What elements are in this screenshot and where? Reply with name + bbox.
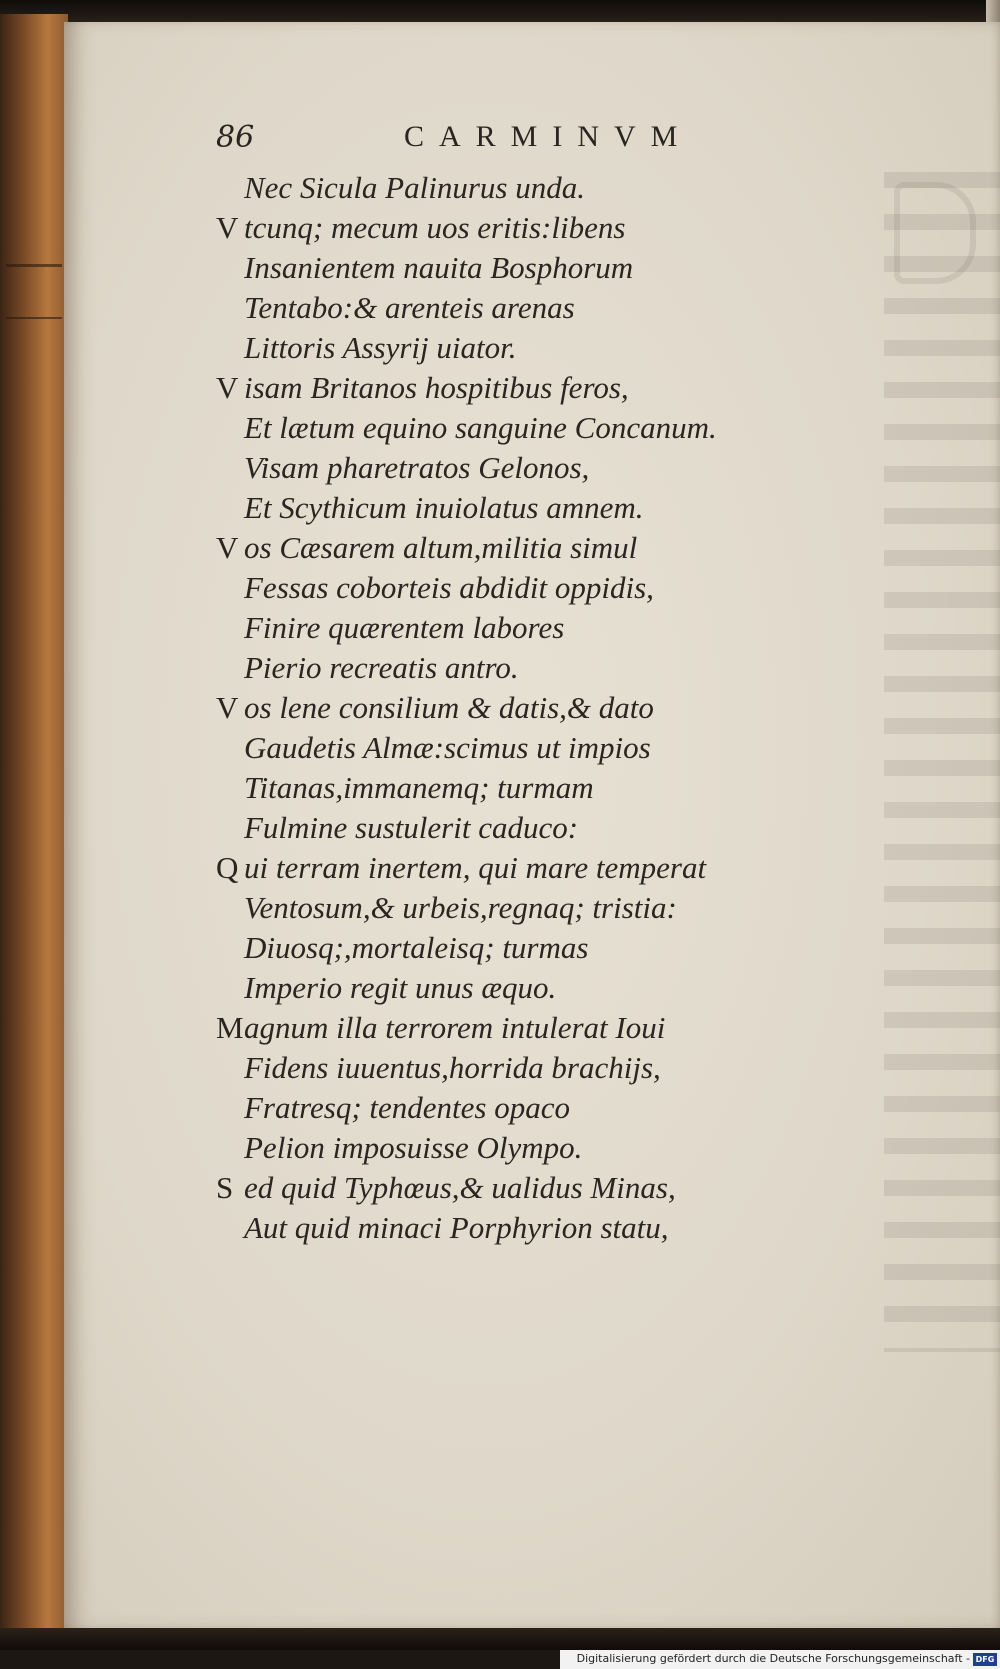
verse-line bbox=[64, 570, 1000, 610]
verse-text: Pelion imposuisse Olympo. bbox=[244, 1130, 583, 1165]
verse-line bbox=[64, 890, 1000, 930]
verse-line bbox=[64, 1210, 1000, 1250]
verse-text: os Cæsarem altum,militia simul bbox=[244, 530, 638, 565]
verse-text: Titanas,immanemq; turmam bbox=[244, 770, 594, 805]
verse-text: Nec Sicula Palinurus unda. bbox=[244, 170, 585, 205]
verse-text: Tentabo:& arenteis arenas bbox=[244, 290, 575, 325]
digitization-footer bbox=[560, 1650, 1000, 1669]
spine-mark bbox=[6, 264, 62, 319]
verse-line bbox=[64, 330, 1000, 370]
verse-text: ui terram inertem, qui mare temperat bbox=[244, 850, 707, 885]
digitization-credit: Digitalisierung gefördert durch die Deutsche Forschungsgemeinschaft - bbox=[576, 1652, 970, 1665]
verse-text: tcunq; mecum uos eritis:libens bbox=[244, 210, 626, 245]
verse-initial: V bbox=[216, 530, 239, 565]
verse-text: Fidens iuuentus,horrida brachijs, bbox=[244, 1050, 661, 1085]
verse-text: ed quid Typhœus,& ualidus Minas, bbox=[244, 1170, 676, 1205]
verse-line bbox=[64, 410, 1000, 450]
verse-text: Diuosq;,mortaleisq; turmas bbox=[244, 930, 589, 965]
verse-line bbox=[64, 170, 1000, 210]
verse-text: Aut quid minaci Porphyrion statu, bbox=[244, 1210, 669, 1245]
page-header bbox=[64, 120, 1000, 160]
verse-text: Imperio regit unus æquo. bbox=[244, 970, 557, 1005]
verse-line bbox=[64, 970, 1000, 1010]
verse-text: Et Scythicum inuiolatus amnem. bbox=[244, 490, 644, 525]
verse-initial: S bbox=[216, 1170, 234, 1205]
verse-text: Gaudetis Almæ:scimus ut impios bbox=[244, 730, 651, 765]
dfg-logo: DFG bbox=[973, 1653, 997, 1666]
verse-line bbox=[64, 1090, 1000, 1130]
verse-line bbox=[64, 850, 1000, 890]
verse-initial: M bbox=[216, 1010, 244, 1045]
verse-text: Littoris Assyrij uiator. bbox=[244, 330, 517, 365]
verse-initial: Q bbox=[216, 850, 239, 885]
verse-text: Pierio recreatis antro. bbox=[244, 650, 519, 685]
page-number: 86 bbox=[216, 120, 255, 155]
verse-text: agnum illa terrorem intulerat Ioui bbox=[244, 1010, 666, 1045]
verse-line bbox=[64, 530, 1000, 570]
verse-line bbox=[64, 210, 1000, 250]
verse-text: Insanientem nauita Bosphorum bbox=[244, 250, 634, 285]
verse-initial: V bbox=[216, 370, 239, 405]
verse-line bbox=[64, 1010, 1000, 1050]
book-top-edge bbox=[0, 0, 1000, 24]
verse-line bbox=[64, 370, 1000, 410]
verse-text: Fessas coborteis abdidit oppidis, bbox=[244, 570, 654, 605]
verse-line bbox=[64, 250, 1000, 290]
verse-initial: V bbox=[216, 690, 239, 725]
verse-text: Et lætum equino sanguine Concanum. bbox=[244, 410, 717, 445]
book-bottom-edge bbox=[0, 1628, 1000, 1650]
verse-line bbox=[64, 730, 1000, 770]
verse-line bbox=[64, 930, 1000, 970]
verse-line bbox=[64, 810, 1000, 850]
book-page bbox=[64, 22, 1000, 1628]
book-spine bbox=[0, 14, 68, 1634]
verse-line bbox=[64, 450, 1000, 490]
verse-line bbox=[64, 490, 1000, 530]
running-head: CARMINVM bbox=[404, 120, 693, 153]
verse-line bbox=[64, 290, 1000, 330]
verse-line bbox=[64, 610, 1000, 650]
verse-text: Fulmine sustulerit caduco: bbox=[244, 810, 579, 845]
verse-line bbox=[64, 1170, 1000, 1210]
verse-text: Visam pharetratos Gelonos, bbox=[244, 450, 590, 485]
verse-text: Fratresq; tendentes opaco bbox=[244, 1090, 570, 1125]
verse-line bbox=[64, 1050, 1000, 1090]
verse-line bbox=[64, 690, 1000, 730]
verse-text: os lene consilium & datis,& dato bbox=[244, 690, 654, 725]
verse-line bbox=[64, 650, 1000, 690]
verse-line bbox=[64, 770, 1000, 810]
verse-text: Finire quærentem labores bbox=[244, 610, 565, 645]
verse-text: Ventosum,& urbeis,regnaq; tristia: bbox=[244, 890, 677, 925]
verse-initial: V bbox=[216, 210, 239, 245]
verse-line bbox=[64, 1130, 1000, 1170]
verse-text: isam Britanos hospitibus feros, bbox=[244, 370, 629, 405]
